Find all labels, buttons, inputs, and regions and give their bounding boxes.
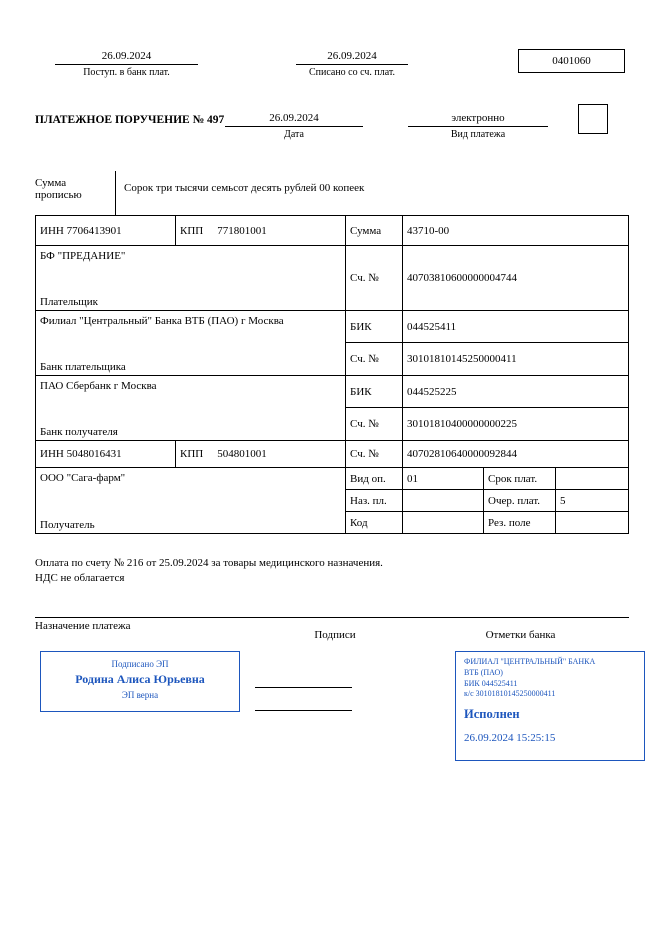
payee-account-value: 40702810640000092844 — [403, 441, 629, 468]
priority-value: 5 — [556, 490, 629, 512]
header-date-block — [225, 112, 363, 140]
payee-inn-label: ИНН — [40, 448, 64, 460]
code-value — [403, 512, 484, 534]
payer-bank-section-label: Банк плательщика — [40, 361, 126, 373]
row-payee-bank — [36, 376, 629, 441]
signature-stamp-signed-label: Подписано ЭП — [111, 659, 169, 669]
due-date-value — [556, 468, 629, 490]
payee-kpp-cell — [176, 441, 346, 468]
payer-bank-bik-label: БИК — [346, 311, 403, 343]
bank-stamp — [455, 651, 645, 761]
priority-label: Очер. плат. — [484, 490, 556, 512]
bank-stamp-datetime: 26.09.2024 15:25:15 — [464, 732, 556, 745]
payee-details-stack — [346, 468, 629, 534]
payee-bank-account-value: 30101810400000000225 — [403, 408, 629, 441]
payer-kpp-label: КПП — [180, 224, 204, 237]
amount-words-divider — [115, 171, 116, 215]
purpose-underline — [35, 617, 629, 618]
payee-inn-cell — [36, 441, 176, 468]
payee-bank-cell — [36, 376, 346, 441]
debited-date-value: 26.09.2024 — [296, 50, 408, 65]
signatures-heading: Подписи — [314, 629, 356, 641]
payer-bank-bik-value: 044525411 — [403, 311, 629, 343]
signature-stamp-name: Родина Алиса Юрьевна — [75, 672, 205, 686]
payee-inn-value: 5048016431 — [66, 448, 122, 460]
amount-words-label — [35, 177, 82, 201]
signature-stamp — [40, 651, 240, 712]
amount-words-label-line2: прописью — [35, 189, 82, 201]
form-code: 0401060 — [552, 55, 591, 67]
payee-section-label: Получатель — [40, 519, 95, 531]
payee-kpp-label: КПП — [180, 448, 204, 460]
amount-label-cell: Сумма — [346, 216, 403, 246]
payer-inn-cell — [36, 216, 176, 246]
payee-bank-stack — [346, 376, 629, 441]
bank-stamp-line1: ФИЛИАЛ "ЦЕНТРАЛЬНЫЙ" БАНКА — [464, 657, 596, 666]
bank-stamp-line2: ВТБ (ПАО) — [464, 667, 503, 677]
payer-kpp-value: 771801001 — [217, 224, 267, 237]
payer-account-label: Сч. № — [346, 246, 403, 311]
payer-bank-cell — [36, 311, 346, 376]
row-payee-inn — [36, 441, 629, 468]
header-code-box — [578, 104, 608, 134]
due-date-label: Срок плат. — [484, 468, 556, 490]
received-date-value: 26.09.2024 — [55, 50, 198, 65]
header-date-label: Дата — [284, 129, 304, 140]
payer-bank-account-label: Сч. № — [346, 343, 403, 376]
row-payer-bank — [36, 311, 629, 376]
signature-stamp-valid-label: ЭП верна — [121, 690, 159, 700]
purpose-label: Назначение платежа — [35, 620, 131, 632]
payer-kpp-cell — [176, 216, 346, 246]
amount-words-label-line1: Сумма — [35, 177, 67, 189]
payment-type-block — [408, 112, 548, 140]
row-inn-kpp-amount — [36, 216, 629, 246]
payee-name: ООО "Сага-фарм" — [40, 472, 126, 484]
received-date-block — [55, 50, 198, 78]
received-date-label: Поступ. в банк плат. — [83, 67, 170, 78]
payee-kpp-value: 504801001 — [217, 448, 267, 460]
payee-bank-bik-value: 044525225 — [403, 376, 629, 408]
bank-stamp-status: Исполнен — [464, 707, 520, 722]
op-type-value: 01 — [403, 468, 484, 490]
signature-line-2 — [255, 710, 352, 711]
payer-bank-stack — [346, 311, 629, 376]
payee-cell — [36, 468, 346, 534]
payment-order-table — [35, 215, 629, 534]
payer-inn-label: ИНН — [40, 224, 64, 237]
code-label: Код — [346, 512, 403, 534]
document-title: ПЛАТЕЖНОЕ ПОРУЧЕНИЕ № 497 — [35, 114, 225, 126]
payer-bank-account-value: 30101810145250000411 — [403, 343, 629, 376]
payee-bank-section-label: Банк получателя — [40, 426, 118, 438]
payer-bank-name: Филиал "Центральный" Банка ВТБ (ПАО) г Москва — [40, 315, 284, 327]
purpose-code-label: Наз. пл. — [346, 490, 403, 512]
payee-bank-account-label: Сч. № — [346, 408, 403, 441]
bank-stamp-line4: к/с 30101810145250000411 — [464, 689, 556, 699]
debited-date-label: Списано со сч. плат. — [308, 67, 396, 78]
payment-type-label: Вид платежа — [450, 129, 506, 140]
payment-type-value: электронно — [408, 112, 548, 127]
form-code-box — [518, 49, 625, 73]
row-payer — [36, 246, 629, 311]
payer-account-stack — [346, 246, 629, 311]
bank-stamp-line3: БИК 044525411 — [464, 678, 518, 688]
payment-purpose-text — [35, 556, 605, 587]
amount-value-cell: 43710-00 — [403, 216, 629, 246]
purpose-line1: Оплата по счету № 216 от 25.09.2024 за товары медицинского назначения. — [35, 557, 383, 569]
payer-name: БФ "ПРЕДАНИЕ" — [40, 250, 126, 262]
debited-date-block — [296, 50, 408, 78]
purpose-code-value — [403, 490, 484, 512]
bank-marks-heading: Отметки банка — [485, 629, 556, 641]
reserve-label: Рез. поле — [484, 512, 556, 534]
payee-account-label: Сч. № — [346, 441, 403, 468]
signature-line-1 — [255, 687, 352, 688]
purpose-line2: НДС не облагается — [35, 572, 125, 585]
payer-inn-value: 7706413901 — [66, 224, 122, 237]
header-date-value: 26.09.2024 — [225, 112, 363, 127]
reserve-value — [556, 512, 629, 534]
payer-cell — [36, 246, 346, 311]
amount-in-words: Сорок три тысячи семьсот десять рублей 00 копеек — [124, 182, 365, 194]
row-payee — [36, 468, 629, 534]
payee-bank-bik-label: БИК — [346, 376, 403, 408]
op-type-label: Вид оп. — [346, 468, 403, 490]
payee-bank-name: ПАО Сбербанк г Москва — [40, 380, 157, 392]
payer-section-label: Плательщик — [40, 296, 98, 308]
payer-account-value: 40703810600000004744 — [403, 246, 629, 311]
